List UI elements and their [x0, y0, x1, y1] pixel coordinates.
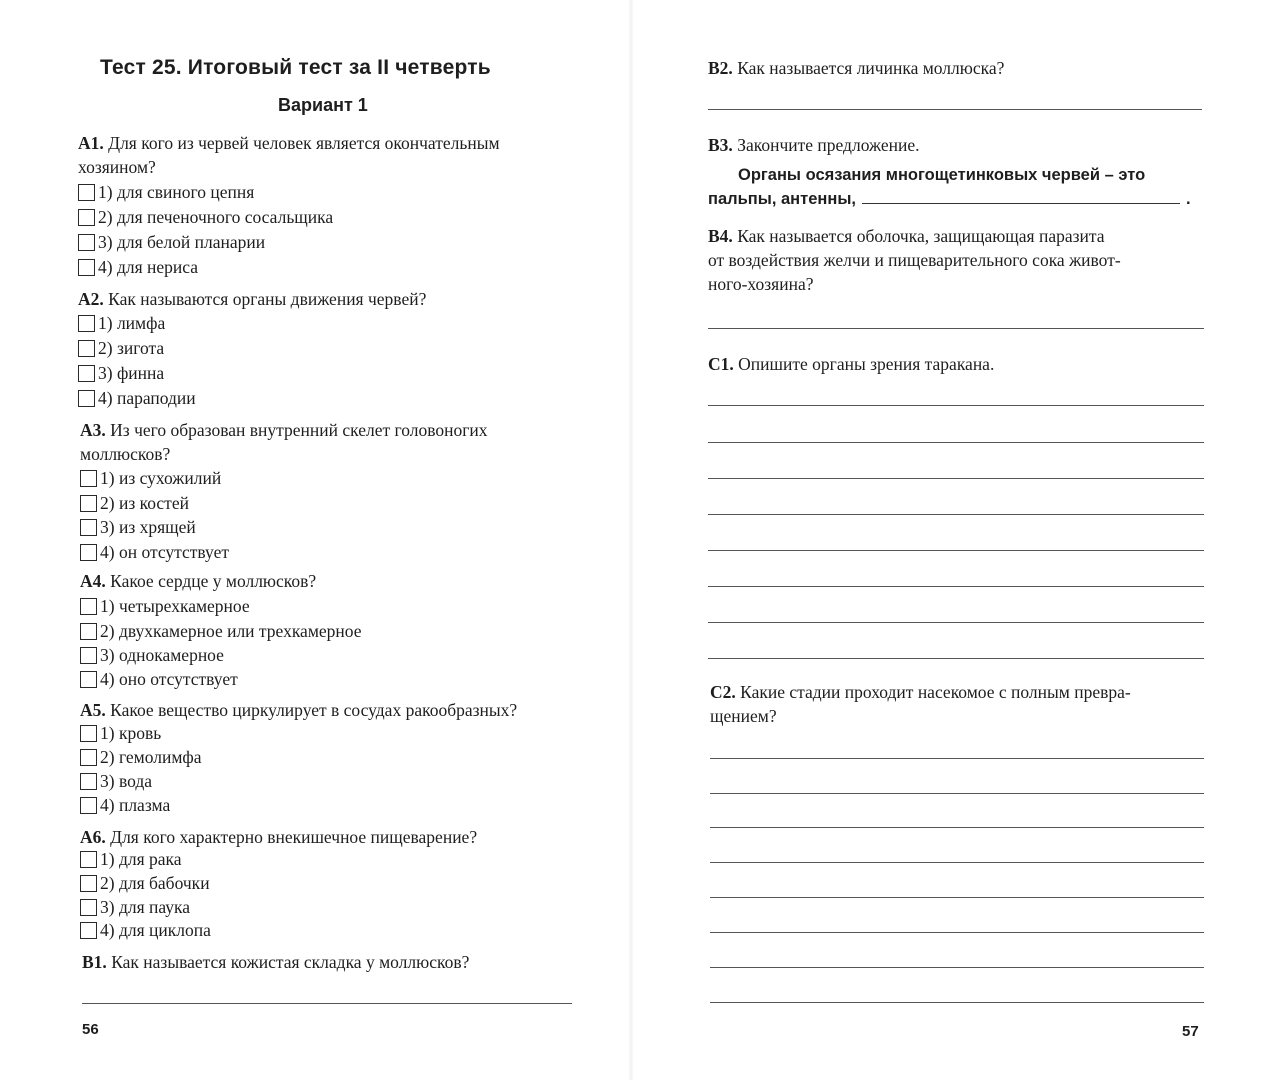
option-a6-2[interactable] — [80, 871, 210, 895]
sentence-line-2 — [708, 187, 1191, 211]
question-text-cont: от воздействия желчи и пищеварительного сока живот- — [708, 250, 1121, 270]
question-text: Как называются органы движения червей? — [103, 289, 427, 309]
question-a6 — [80, 825, 620, 849]
checkbox[interactable] — [80, 647, 97, 664]
option-a1-4[interactable] — [78, 255, 198, 279]
checkbox[interactable] — [80, 797, 97, 814]
checkbox[interactable] — [80, 899, 97, 916]
answer-line-b2[interactable] — [708, 109, 1202, 110]
sentence-end: . — [1186, 190, 1191, 208]
checkbox[interactable] — [80, 623, 97, 640]
checkbox[interactable] — [80, 544, 97, 561]
checkbox[interactable] — [78, 184, 95, 201]
option-a4-2[interactable] — [80, 619, 362, 643]
question-number: А1. — [78, 133, 104, 153]
option-a3-3[interactable] — [80, 515, 196, 539]
option-label: 1) лимфа — [98, 313, 166, 333]
checkbox[interactable] — [80, 495, 97, 512]
question-b1 — [82, 950, 622, 974]
question-text: Из чего образован внутренний скелет головоногих — [105, 420, 488, 440]
answer-line-c1[interactable] — [708, 622, 1204, 623]
option-label: 1) четырехкамерное — [100, 596, 250, 616]
option-a2-3[interactable] — [78, 361, 164, 385]
question-text: Для кого характерно внекишечное пищеварение? — [105, 827, 478, 847]
option-a2-1[interactable] — [78, 311, 165, 335]
option-label: 3) однокамерное — [100, 645, 224, 665]
checkbox[interactable] — [80, 749, 97, 766]
checkbox[interactable] — [78, 340, 95, 357]
option-label: 2) двухкамерное или трехкамерное — [100, 621, 362, 641]
option-a2-4[interactable] — [78, 386, 196, 410]
question-text: Как называется оболочка, защищающая паразита — [732, 226, 1105, 246]
question-text: Какие стадии проходит насекомое с полным превра- — [735, 682, 1131, 702]
option-a5-4[interactable] — [80, 793, 170, 817]
option-a1-3[interactable] — [78, 230, 265, 254]
right-page — [630, 0, 1261, 1080]
question-number: А6. — [80, 827, 106, 847]
option-a6-1[interactable] — [80, 847, 182, 871]
sentence-blank[interactable] — [862, 189, 1180, 204]
checkbox[interactable] — [78, 365, 95, 382]
question-text: Для кого из червей человек является окончательным — [103, 133, 500, 153]
question-number: В1. — [82, 952, 107, 972]
checkbox[interactable] — [78, 234, 95, 251]
checkbox[interactable] — [78, 315, 95, 332]
answer-line-c1[interactable] — [708, 405, 1204, 406]
option-label: 1) для рака — [100, 849, 182, 869]
sentence-start: пальпы, антенны, — [708, 190, 857, 208]
option-label: 3) вода — [100, 771, 153, 791]
answer-line-c2[interactable] — [710, 897, 1204, 898]
option-a4-4[interactable] — [80, 667, 238, 691]
question-text: Какое вещество циркулирует в сосудах ракообразных? — [105, 700, 518, 720]
checkbox[interactable] — [80, 725, 97, 742]
option-a6-4[interactable] — [80, 918, 211, 942]
option-a5-2[interactable] — [80, 745, 202, 769]
checkbox[interactable] — [80, 519, 97, 536]
option-label: 4) параподии — [98, 388, 196, 408]
checkbox[interactable] — [78, 390, 95, 407]
option-a3-4[interactable] — [80, 540, 229, 564]
option-a1-1[interactable] — [78, 180, 254, 204]
answer-line-c1[interactable] — [708, 550, 1204, 551]
question-c1 — [708, 352, 994, 376]
option-label: 3) для белой планарии — [98, 232, 266, 252]
question-number: В4. — [708, 226, 733, 246]
option-label: 3) для паука — [100, 897, 191, 917]
question-number: А4. — [80, 571, 106, 591]
option-a5-3[interactable] — [80, 769, 152, 793]
question-number: В3. — [708, 135, 733, 155]
answer-line-c1[interactable] — [708, 658, 1204, 659]
question-c2 — [710, 680, 1210, 728]
page-number-right: 57 — [1182, 1023, 1199, 1040]
answer-line-c2[interactable] — [710, 758, 1204, 759]
option-label: 1) для свиного цепня — [98, 182, 255, 202]
option-label: 2) гемолимфа — [100, 747, 202, 767]
answer-line-c1[interactable] — [708, 514, 1204, 515]
question-number: В2. — [708, 58, 733, 78]
option-label: 2) зигота — [98, 338, 165, 358]
answer-line-c2[interactable] — [710, 967, 1204, 968]
option-label: 2) для печеночного сосальщика — [98, 207, 334, 227]
page-number-left: 56 — [82, 1021, 99, 1038]
checkbox[interactable] — [80, 875, 97, 892]
question-text: Какое сердце у моллюсков? — [105, 571, 317, 591]
answer-line-c2[interactable] — [710, 862, 1204, 863]
option-a3-2[interactable] — [80, 491, 189, 515]
option-label: 4) для нериса — [98, 257, 199, 277]
option-a5-1[interactable] — [80, 721, 161, 745]
option-label: 4) для циклопа — [100, 920, 211, 940]
question-a2 — [78, 287, 618, 311]
question-text: Как называется личинка моллюска? — [732, 58, 1005, 78]
option-label: 3) из хрящей — [100, 517, 196, 537]
left-page — [0, 0, 630, 1080]
question-number: А5. — [80, 700, 106, 720]
question-a4 — [80, 569, 620, 593]
answer-line-b4[interactable] — [708, 328, 1204, 329]
option-label: 4) он отсутствует — [100, 542, 229, 562]
answer-line-c1[interactable] — [708, 478, 1204, 479]
option-a2-2[interactable] — [78, 336, 164, 360]
answer-line-c2[interactable] — [710, 932, 1204, 933]
question-number: С1. — [708, 354, 734, 374]
question-b2 — [708, 56, 1004, 80]
test-title: Тест 25. Итоговый тест за II четверть — [100, 56, 491, 79]
question-a5 — [80, 698, 620, 722]
option-label: 3) финна — [98, 363, 165, 383]
checkbox[interactable] — [80, 598, 97, 615]
option-a1-2[interactable] — [78, 205, 333, 229]
option-a3-1[interactable] — [80, 466, 221, 490]
question-text-cont: моллюсков? — [80, 444, 171, 464]
answer-line-c1[interactable] — [708, 442, 1204, 443]
option-label: 1) кровь — [100, 723, 162, 743]
question-text-cont: хозяином? — [78, 157, 156, 177]
variant-label: Вариант 1 — [278, 95, 368, 115]
question-number: А3. — [80, 420, 106, 440]
checkbox[interactable] — [78, 259, 95, 276]
option-label: 2) из костей — [100, 493, 189, 513]
checkbox[interactable] — [78, 209, 95, 226]
question-b3 — [708, 133, 920, 157]
sentence-line-1: Органы осязания многощетинковых червей – это — [738, 166, 1146, 184]
question-b4 — [708, 224, 1208, 296]
answer-line-c1[interactable] — [708, 586, 1204, 587]
question-text: Опишите органы зрения таракана. — [733, 354, 995, 374]
checkbox[interactable] — [80, 671, 97, 688]
checkbox[interactable] — [80, 773, 97, 790]
question-text-cont: щением? — [710, 706, 777, 726]
answer-line-b1[interactable] — [82, 1003, 572, 1004]
question-number: С2. — [710, 682, 736, 702]
checkbox[interactable] — [80, 922, 97, 939]
question-a3 — [80, 418, 620, 466]
checkbox[interactable] — [80, 851, 97, 868]
answer-line-c2[interactable] — [710, 827, 1204, 828]
option-label: 4) оно отсутствует — [100, 669, 238, 689]
question-text-cont: ного-хозяина? — [708, 274, 814, 294]
answer-line-c2[interactable] — [710, 793, 1204, 794]
question-number: А2. — [78, 289, 104, 309]
option-label: 4) плазма — [100, 795, 171, 815]
option-a4-1[interactable] — [80, 594, 250, 618]
option-a4-3[interactable] — [80, 643, 224, 667]
checkbox[interactable] — [80, 470, 97, 487]
option-label: 1) из сухожилий — [100, 468, 222, 488]
question-text: Как называется кожистая складка у моллюсков? — [106, 952, 470, 972]
question-a1 — [78, 131, 618, 179]
option-a6-3[interactable] — [80, 895, 190, 919]
question-text: Закончите предложение. — [732, 135, 920, 155]
answer-line-c2[interactable] — [710, 1002, 1204, 1003]
option-label: 2) для бабочки — [100, 873, 210, 893]
